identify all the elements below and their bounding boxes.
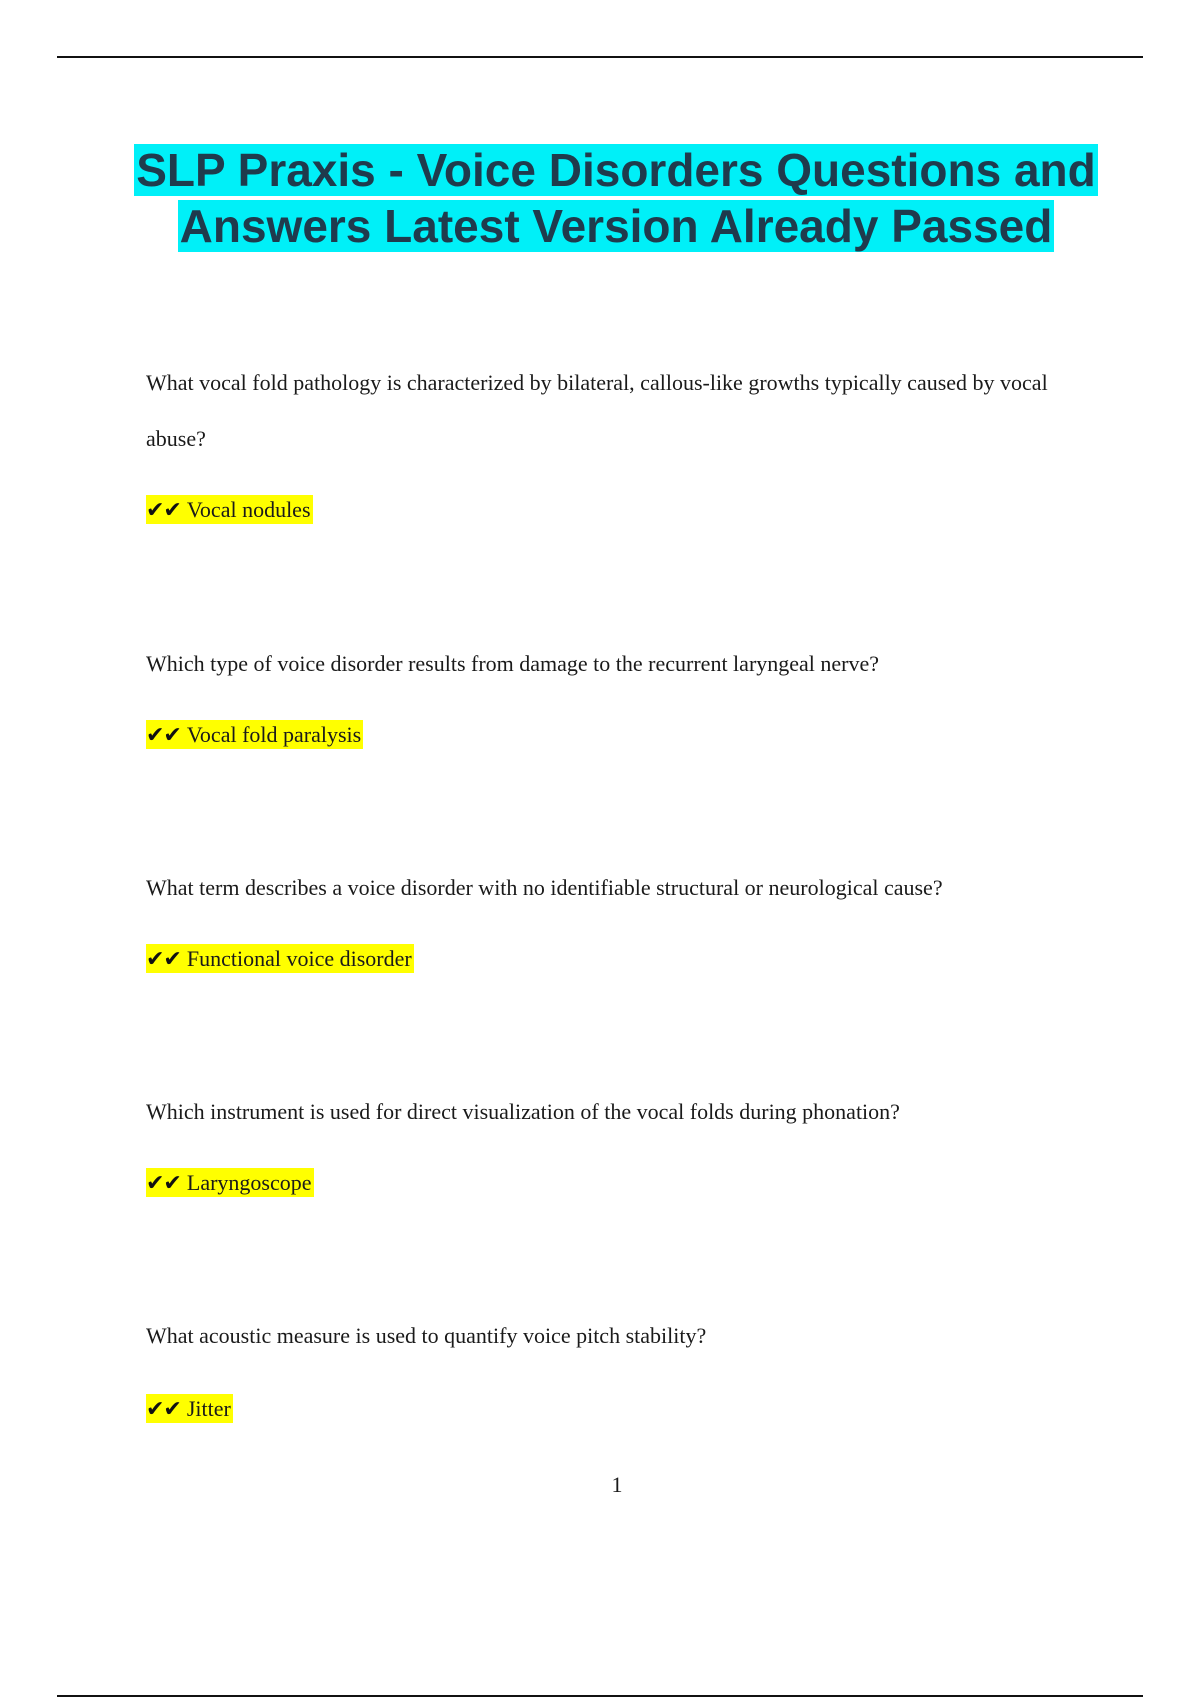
page-title — [100, 142, 1132, 254]
page-number: 1 — [611, 1472, 623, 1497]
answer-highlight — [146, 1168, 314, 1197]
answer-highlight — [146, 495, 313, 524]
qa-item — [146, 355, 1086, 523]
answer-line — [146, 1166, 314, 1201]
answer-text: Vocal fold paralysis — [186, 722, 362, 747]
qa-item — [146, 1308, 1086, 1422]
question-text: Which type of voice disorder results from damage to the recurrent laryngeal nerve? — [146, 651, 880, 676]
top-rule — [57, 56, 1143, 58]
answer-line — [146, 493, 313, 528]
answer-text: Laryngoscope — [186, 1170, 312, 1195]
double-check-icon: ✔✔ — [146, 498, 181, 523]
double-check-icon: ✔✔ — [146, 723, 181, 748]
answer-line — [146, 942, 414, 977]
qa-item — [146, 1084, 1086, 1196]
qa-item — [146, 636, 1086, 748]
answer-line — [146, 1392, 233, 1427]
double-check-icon: ✔✔ — [146, 1171, 181, 1196]
bottom-rule — [57, 1695, 1143, 1697]
double-check-icon: ✔✔ — [146, 1397, 181, 1422]
question-text: What term describes a voice disorder with no identifiable structural or neurological cause? — [146, 875, 943, 900]
answer-highlight — [146, 720, 363, 749]
answer-text: Vocal nodules — [186, 497, 311, 522]
answer-highlight — [146, 944, 414, 973]
qa-item — [146, 860, 1086, 972]
question-text: What vocal fold pathology is characterized by bilateral, callous-like growths typically caused by vocal abuse? — [146, 370, 1048, 451]
question-text: Which instrument is used for direct visualization of the vocal folds during phonation? — [146, 1099, 900, 1124]
answer-line — [146, 718, 363, 753]
double-check-icon: ✔✔ — [146, 947, 181, 972]
answer-text: Jitter — [186, 1396, 231, 1421]
answer-text: Functional voice disorder — [186, 946, 412, 971]
question-text: What acoustic measure is used to quantify voice pitch stability? — [146, 1323, 707, 1348]
answer-highlight — [146, 1394, 233, 1423]
page-title-text: SLP Praxis - Voice Disorders Questions and Answers Latest Version Already Passed — [136, 144, 1096, 252]
